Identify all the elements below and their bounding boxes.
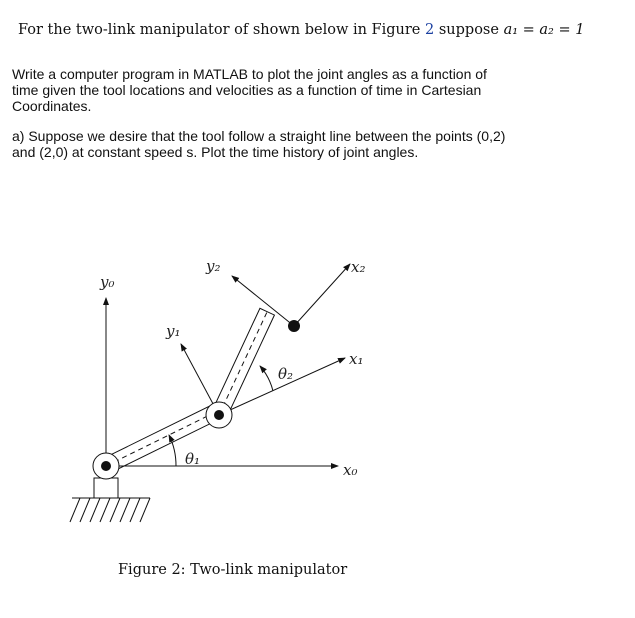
figure-reference-link[interactable]: 2 (425, 22, 435, 38)
paragraph-line: Coordinates. (12, 98, 92, 114)
label-y2: y₂ (206, 257, 221, 275)
heading-suppose: suppose (438, 22, 499, 38)
label-y1: y₁ (166, 322, 181, 340)
ground-hatch (70, 498, 150, 522)
theta2-arc (260, 366, 273, 391)
label-x2: x₂ (351, 258, 366, 276)
paragraph-line: a) Suppose we desire that the tool follow a straight line between the points (0,2) (12, 128, 506, 144)
figure-caption: Figure 2: Two-link manipulator (118, 562, 348, 578)
heading-math: a₁ = a₂ = 1 (503, 22, 585, 38)
y2-axis (232, 276, 294, 326)
theta1-arc (169, 435, 176, 466)
link-1 (102, 403, 222, 473)
end-effector (288, 320, 300, 332)
x2-axis (294, 264, 350, 326)
paragraph-line: time given the tool locations and velocities as a function of time in Cartesian (12, 82, 482, 98)
label-theta2: θ₂ (278, 365, 294, 383)
heading-text: For the two-link manipulator of shown below in Figure (18, 22, 421, 38)
label-theta1: θ₁ (185, 450, 201, 468)
base-joint (93, 453, 119, 479)
elbow-joint (206, 402, 232, 428)
label-x1: x₁ (349, 350, 364, 368)
base-pedestal (94, 478, 118, 498)
label-y0: y₀ (100, 273, 115, 291)
label-x0: x₀ (343, 461, 358, 479)
paragraph-line: and (2,0) at constant speed s. Plot the time history of joint angles. (12, 144, 419, 160)
paragraph-line: Write a computer program in MATLAB to plot the joint angles as a function of (12, 66, 487, 82)
